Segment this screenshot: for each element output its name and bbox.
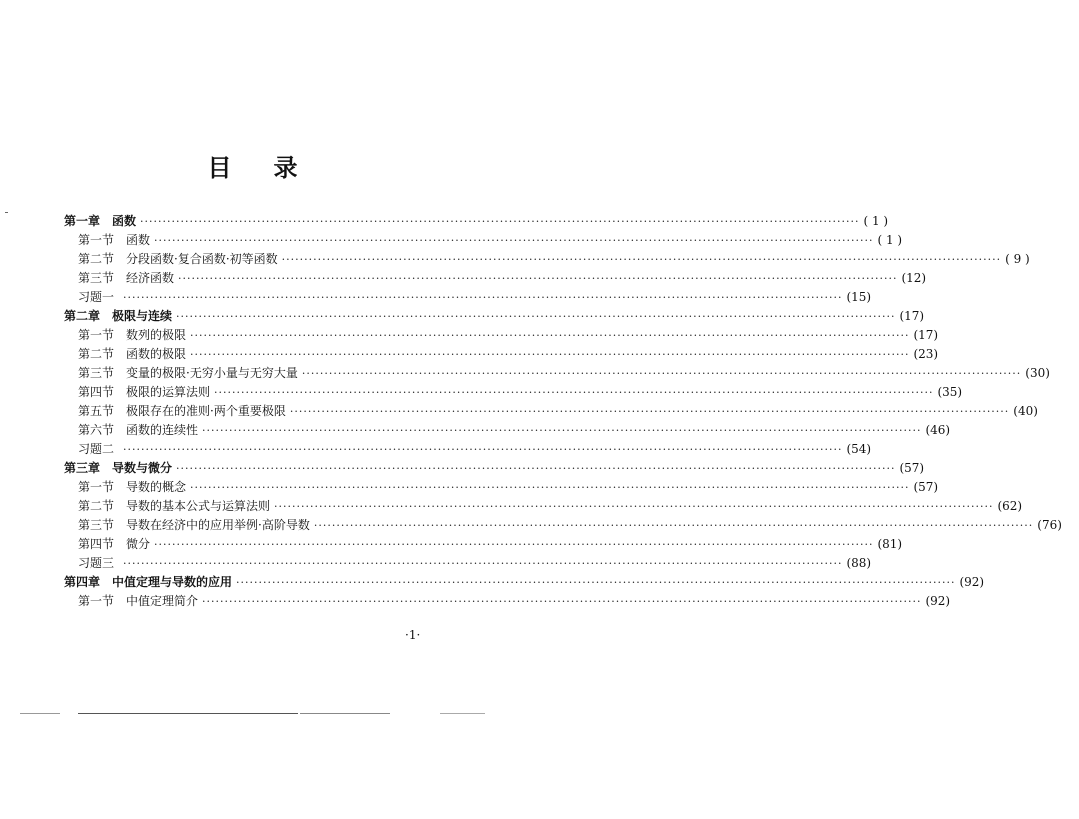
toc-page-number: (92) xyxy=(925,594,951,608)
toc-entry-section xyxy=(0,326,939,345)
toc-number: 第三节 xyxy=(78,518,115,532)
toc-entry-section xyxy=(0,516,1062,535)
dot-leader: ································································································································································ xyxy=(190,329,910,342)
scan-line xyxy=(300,713,390,714)
toc-entry-exercise xyxy=(0,554,872,573)
toc-number: 第四节 xyxy=(78,537,115,551)
toc-number: 第四节 xyxy=(78,385,115,399)
toc-title: 函数 xyxy=(112,214,137,228)
toc-page-number: (40) xyxy=(1013,404,1038,418)
toc-page-number: ( 1 ) xyxy=(863,214,889,228)
toc-entry-section xyxy=(0,383,963,402)
toc-title: 导数的概念 xyxy=(126,480,187,494)
page-number: ·1· xyxy=(405,628,421,642)
dot-leader: ································································································································································ xyxy=(154,538,874,551)
toc-entry-section xyxy=(0,269,927,288)
toc-title: 变量的极限·无穷小量与无穷大量 xyxy=(126,366,298,380)
toc-entry-section xyxy=(0,478,939,497)
toc-entry-section xyxy=(0,535,903,554)
toc-title: 经济函数 xyxy=(126,271,175,285)
dot-leader: ································································································································································ xyxy=(178,272,898,285)
scan-line xyxy=(78,713,298,714)
toc-page-number: ( 9 ) xyxy=(1005,252,1030,266)
toc-page-number: (92) xyxy=(959,575,985,589)
toc-page-number: (88) xyxy=(846,556,872,570)
toc-entry-exercise xyxy=(0,288,872,307)
dot-leader: ································································································································································ xyxy=(281,253,1002,266)
toc-entry-section xyxy=(0,402,1038,421)
toc-entry-chapter xyxy=(0,307,925,326)
dot-leader: ································································································································································ xyxy=(274,500,994,513)
toc-number: 第四章 xyxy=(64,575,101,589)
toc-page-number: (62) xyxy=(997,499,1023,513)
toc-title: 函数的连续性 xyxy=(126,423,199,437)
toc-number: 第一节 xyxy=(78,233,115,247)
toc-page-number: (15) xyxy=(846,290,872,304)
dot-leader: ································································································································································ xyxy=(176,462,896,475)
toc-title: 导数在经济中的应用举例·高阶导数 xyxy=(126,518,310,532)
toc-page-number: (54) xyxy=(846,442,872,456)
toc-entry-chapter xyxy=(0,459,925,478)
dot-leader: ································································································································································ xyxy=(190,481,910,494)
toc-number: 第一节 xyxy=(78,480,115,494)
toc-entry-section xyxy=(0,421,951,440)
toc-page-number: (23) xyxy=(913,347,939,361)
toc-entry-section xyxy=(0,345,939,364)
toc-page-number: ( 1 ) xyxy=(877,233,903,247)
toc-number: 第三节 xyxy=(78,271,115,285)
scan-speck xyxy=(5,212,8,213)
toc-page-number: (57) xyxy=(913,480,939,494)
toc-title: 中值定理与导数的应用 xyxy=(112,575,233,589)
dot-leader: ································································································································································ xyxy=(236,576,956,589)
toc-title: 函数 xyxy=(126,233,151,247)
toc-title: 导数的基本公式与运算法则 xyxy=(126,499,271,513)
toc-page-number: (17) xyxy=(899,309,925,323)
toc-page-number: (17) xyxy=(913,328,939,342)
dot-leader: ································································································································································ xyxy=(313,519,1034,532)
dot-leader: ································································································································································ xyxy=(154,234,874,247)
toc-number: 第二节 xyxy=(78,499,115,513)
toc-entry-section xyxy=(0,364,1050,383)
dot-leader: ································································································································································ xyxy=(202,424,922,437)
toc-page-number: (12) xyxy=(901,271,927,285)
dot-leader: ································································································································································ xyxy=(123,291,843,304)
toc-number: 第三章 xyxy=(64,461,101,475)
toc-page-number: (35) xyxy=(937,385,963,399)
toc-title: 数列的极限 xyxy=(126,328,187,342)
toc-page-number: (81) xyxy=(877,537,903,551)
dot-leader: ································································································································································ xyxy=(140,215,860,228)
dot-leader: ································································································································································ xyxy=(289,405,1010,418)
dot-leader: ································································································································································ xyxy=(301,367,1022,380)
toc-entry-section xyxy=(0,250,1030,269)
toc-number: 第一章 xyxy=(64,214,101,228)
toc-title: 导数与微分 xyxy=(112,461,173,475)
toc-title: 函数的极限 xyxy=(126,347,187,361)
toc-number: 第二节 xyxy=(78,347,115,361)
toc-number: 习题二 xyxy=(78,442,115,456)
toc-number: 第六节 xyxy=(78,423,115,437)
toc-number: 第一节 xyxy=(78,594,115,608)
page-title xyxy=(0,148,505,183)
toc-entry-chapter xyxy=(0,212,889,231)
dot-leader: ································································································································································ xyxy=(123,443,843,456)
scan-line xyxy=(440,713,485,714)
toc-number: 第二章 xyxy=(64,309,101,323)
scan-line xyxy=(20,713,60,714)
toc-page-number: (76) xyxy=(1037,518,1062,532)
dot-leader: ································································································································································ xyxy=(123,557,843,570)
toc-page-number: (57) xyxy=(899,461,925,475)
dot-leader: ································································································································································ xyxy=(176,310,896,323)
toc-title: 极限的运算法则 xyxy=(126,385,211,399)
dot-leader: ································································································································································ xyxy=(190,348,910,361)
toc-number: 习题一 xyxy=(78,290,115,304)
toc-page-number: (30) xyxy=(1025,366,1050,380)
toc-page-number: (46) xyxy=(925,423,951,437)
toc-entry-section xyxy=(0,497,1023,516)
title-char: 目 xyxy=(207,154,232,182)
toc-number: 习题三 xyxy=(78,556,115,570)
toc-entry-section xyxy=(0,231,903,250)
toc-title: 微分 xyxy=(126,537,151,551)
toc-number: 第三节 xyxy=(78,366,115,380)
toc-entry-exercise xyxy=(0,440,872,459)
title-char: 录 xyxy=(273,154,298,182)
toc-number: 第一节 xyxy=(78,328,115,342)
toc-number: 第五节 xyxy=(78,404,115,418)
dot-leader: ································································································································································ xyxy=(214,386,934,399)
toc-title: 极限与连续 xyxy=(112,309,173,323)
dot-leader: ································································································································································ xyxy=(202,595,922,608)
toc-title: 中值定理简介 xyxy=(126,594,199,608)
toc-number: 第二节 xyxy=(78,252,115,266)
toc-entry-section xyxy=(0,592,951,611)
toc-title: 分段函数·复合函数·初等函数 xyxy=(126,252,278,266)
toc-entry-chapter xyxy=(0,573,985,592)
toc-title: 极限存在的准则·两个重要极限 xyxy=(126,404,286,418)
